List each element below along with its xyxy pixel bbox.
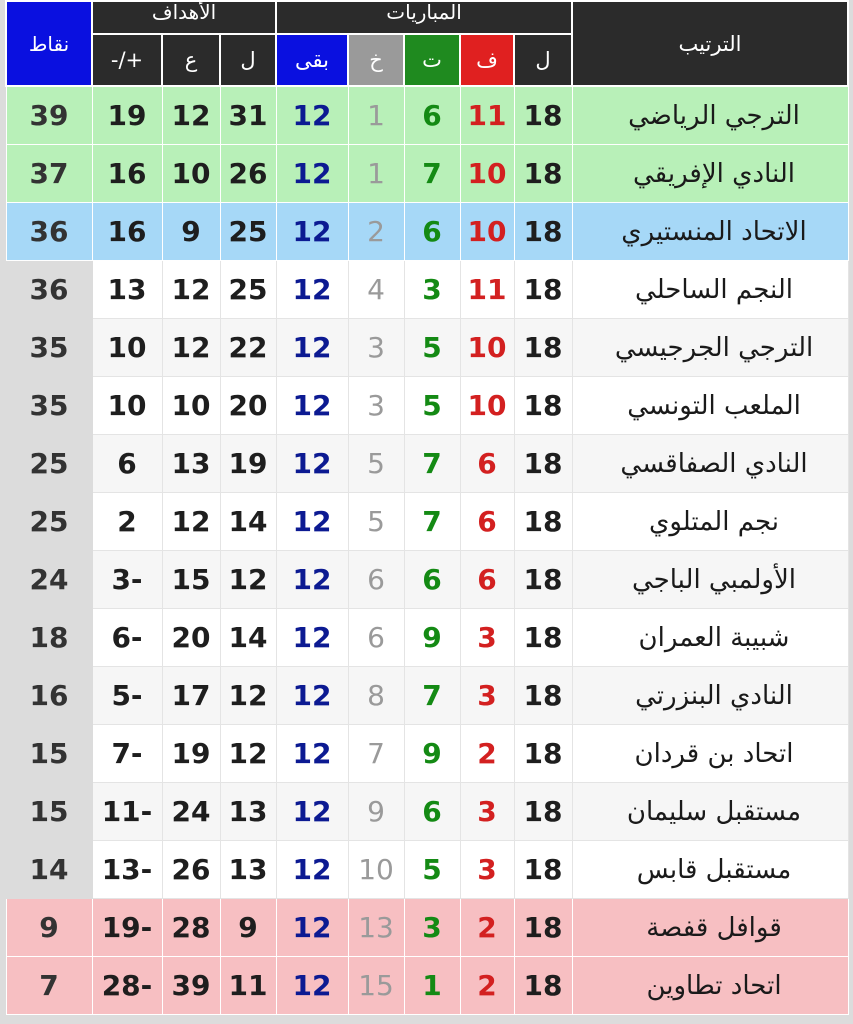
goal-difference-cell: 19 (92, 86, 162, 145)
goals-against-cell: 12 (162, 261, 220, 319)
team-name: الاتحاد المنستيري (572, 203, 848, 261)
goals-against-cell: 12 (162, 86, 220, 145)
lost-cell: 2 (348, 203, 404, 261)
goals-against-cell: 28 (162, 899, 220, 957)
played-cell: 18 (514, 203, 572, 261)
goals-header: الأهداف (92, 1, 276, 34)
drawn-cell: 1 (404, 957, 460, 1015)
drawn-cell: 6 (404, 203, 460, 261)
team-name: الترجي الجرجيسي (572, 319, 848, 377)
goal-difference-cell: 6- (92, 609, 162, 667)
remaining-cell: 12 (276, 783, 348, 841)
remaining-cell: 12 (276, 377, 348, 435)
goals-against-cell: 12 (162, 319, 220, 377)
team-name: نجم المتلوي (572, 493, 848, 551)
won-cell: 10 (460, 145, 514, 203)
team-name: النجم الساحلي (572, 261, 848, 319)
team-name: النادي البنزرتي (572, 667, 848, 725)
points-cell: 36 (6, 261, 92, 319)
remaining-cell: 12 (276, 319, 348, 377)
remaining-cell: 12 (276, 203, 348, 261)
goal-difference-cell: 6 (92, 435, 162, 493)
points-cell: 35 (6, 319, 92, 377)
points-cell: 35 (6, 377, 92, 435)
table-row[interactable] (6, 609, 848, 667)
won-cell: 3 (460, 841, 514, 899)
goals-against-header[interactable]: ع (162, 34, 220, 86)
team-name: اتحاد تطاوين (572, 957, 848, 1015)
table-row[interactable] (6, 667, 848, 725)
drawn-cell: 7 (404, 493, 460, 551)
standings-table (5, 0, 849, 1015)
won-cell: 6 (460, 493, 514, 551)
drawn-cell: 6 (404, 551, 460, 609)
team-name: النادي الإفريقي (572, 145, 848, 203)
goals-for-cell: 13 (220, 783, 276, 841)
points-cell: 25 (6, 493, 92, 551)
drawn-header[interactable]: ت (404, 34, 460, 86)
lost-cell: 8 (348, 667, 404, 725)
table-row[interactable] (6, 725, 848, 783)
won-cell: 3 (460, 667, 514, 725)
goals-for-cell: 26 (220, 145, 276, 203)
matches-header: المباريات (276, 1, 572, 34)
won-header[interactable]: ف (460, 34, 514, 86)
goal-difference-cell: 5- (92, 667, 162, 725)
team-name: الترجي الرياضي (572, 86, 848, 145)
goal-difference-cell: 10 (92, 319, 162, 377)
table-row[interactable] (6, 841, 848, 899)
points-cell: 14 (6, 841, 92, 899)
team-name: مستقبل قابس (572, 841, 848, 899)
played-cell: 18 (514, 841, 572, 899)
lost-cell: 4 (348, 261, 404, 319)
lost-cell: 7 (348, 725, 404, 783)
goals-for-cell: 14 (220, 609, 276, 667)
remaining-cell: 12 (276, 667, 348, 725)
table-row[interactable] (6, 435, 848, 493)
table-row[interactable] (6, 86, 848, 145)
played-cell: 18 (514, 86, 572, 145)
goals-against-cell: 19 (162, 725, 220, 783)
won-cell: 11 (460, 261, 514, 319)
goal-difference-cell: 19- (92, 899, 162, 957)
lost-cell: 1 (348, 145, 404, 203)
drawn-cell: 7 (404, 667, 460, 725)
played-cell: 18 (514, 261, 572, 319)
drawn-cell: 6 (404, 783, 460, 841)
goals-against-cell: 20 (162, 609, 220, 667)
goals-for-cell: 31 (220, 86, 276, 145)
table-row[interactable] (6, 551, 848, 609)
won-cell: 2 (460, 899, 514, 957)
won-cell: 3 (460, 609, 514, 667)
goal-difference-header[interactable]: -/+ (92, 34, 162, 86)
goals-against-cell: 12 (162, 493, 220, 551)
goals-for-cell: 19 (220, 435, 276, 493)
remaining-cell: 12 (276, 493, 348, 551)
team-name: الملعب التونسي (572, 377, 848, 435)
lost-cell: 1 (348, 86, 404, 145)
played-cell: 18 (514, 667, 572, 725)
remaining-cell: 12 (276, 725, 348, 783)
points-cell: 25 (6, 435, 92, 493)
drawn-cell: 6 (404, 86, 460, 145)
goal-difference-cell: 13- (92, 841, 162, 899)
points-cell: 37 (6, 145, 92, 203)
goals-against-cell: 10 (162, 377, 220, 435)
lost-cell: 3 (348, 377, 404, 435)
won-cell: 6 (460, 435, 514, 493)
played-cell: 18 (514, 899, 572, 957)
played-cell: 18 (514, 725, 572, 783)
won-cell: 10 (460, 319, 514, 377)
lost-header[interactable]: خ (348, 34, 404, 86)
points-cell: 16 (6, 667, 92, 725)
drawn-cell: 5 (404, 319, 460, 377)
won-cell: 3 (460, 783, 514, 841)
goals-for-cell: 22 (220, 319, 276, 377)
lost-cell: 15 (348, 957, 404, 1015)
drawn-cell: 9 (404, 725, 460, 783)
won-cell: 6 (460, 551, 514, 609)
goal-difference-cell: 2 (92, 493, 162, 551)
table-row[interactable] (6, 145, 848, 203)
played-cell: 18 (514, 435, 572, 493)
points-cell: 7 (6, 957, 92, 1015)
remaining-cell: 12 (276, 551, 348, 609)
lost-cell: 5 (348, 493, 404, 551)
table-row[interactable] (6, 261, 848, 319)
team-name: شبيبة العمران (572, 609, 848, 667)
won-cell: 2 (460, 725, 514, 783)
points-cell: 39 (6, 86, 92, 145)
goal-difference-cell: 3- (92, 551, 162, 609)
goal-difference-cell: 7- (92, 725, 162, 783)
goals-for-cell: 25 (220, 203, 276, 261)
goals-against-cell: 13 (162, 435, 220, 493)
played-cell: 18 (514, 609, 572, 667)
table-row[interactable] (6, 493, 848, 551)
goals-for-cell: 12 (220, 667, 276, 725)
goals-for-cell: 14 (220, 493, 276, 551)
remaining-cell: 12 (276, 957, 348, 1015)
remaining-cell: 12 (276, 261, 348, 319)
played-cell: 18 (514, 377, 572, 435)
lost-cell: 3 (348, 319, 404, 377)
goal-difference-cell: 13 (92, 261, 162, 319)
team-name: اتحاد بن قردان (572, 725, 848, 783)
points-cell: 18 (6, 609, 92, 667)
lost-cell: 6 (348, 551, 404, 609)
team-name: الأولمبي الباجي (572, 551, 848, 609)
goal-difference-cell: 16 (92, 203, 162, 261)
lost-cell: 13 (348, 899, 404, 957)
team-name: مستقبل سليمان (572, 783, 848, 841)
remaining-cell: 12 (276, 86, 348, 145)
goals-against-cell: 17 (162, 667, 220, 725)
goals-against-cell: 26 (162, 841, 220, 899)
won-cell: 10 (460, 203, 514, 261)
played-cell: 18 (514, 783, 572, 841)
played-cell: 18 (514, 493, 572, 551)
played-cell: 18 (514, 957, 572, 1015)
goals-for-cell: 9 (220, 899, 276, 957)
goals-against-cell: 9 (162, 203, 220, 261)
won-cell: 11 (460, 86, 514, 145)
remaining-cell: 12 (276, 899, 348, 957)
team-name: قوافل قفصة (572, 899, 848, 957)
standings-body (6, 86, 848, 1015)
points-cell: 36 (6, 203, 92, 261)
drawn-cell: 7 (404, 435, 460, 493)
lost-cell: 5 (348, 435, 404, 493)
team-name: النادي الصفاقسي (572, 435, 848, 493)
goal-difference-cell: 11- (92, 783, 162, 841)
lost-cell: 10 (348, 841, 404, 899)
table-row[interactable] (6, 203, 848, 261)
goal-difference-cell: 16 (92, 145, 162, 203)
points-cell: 15 (6, 783, 92, 841)
goals-for-cell: 25 (220, 261, 276, 319)
won-cell: 10 (460, 377, 514, 435)
remaining-cell: 12 (276, 435, 348, 493)
lost-cell: 9 (348, 783, 404, 841)
table-row[interactable] (6, 899, 848, 957)
goal-difference-cell: 28- (92, 957, 162, 1015)
drawn-cell: 9 (404, 609, 460, 667)
drawn-cell: 7 (404, 145, 460, 203)
goals-for-header[interactable]: ل (220, 34, 276, 86)
goals-against-cell: 39 (162, 957, 220, 1015)
played-cell: 18 (514, 551, 572, 609)
played-cell: 18 (514, 319, 572, 377)
drawn-cell: 3 (404, 261, 460, 319)
goals-for-cell: 11 (220, 957, 276, 1015)
drawn-cell: 3 (404, 899, 460, 957)
goals-against-cell: 15 (162, 551, 220, 609)
goals-for-cell: 20 (220, 377, 276, 435)
table-row[interactable] (6, 783, 848, 841)
table-row[interactable] (6, 319, 848, 377)
remaining-header[interactable]: بقى (276, 34, 348, 86)
remaining-cell: 12 (276, 609, 348, 667)
goals-against-cell: 24 (162, 783, 220, 841)
goals-for-cell: 13 (220, 841, 276, 899)
played-header[interactable]: ل (514, 34, 572, 86)
lost-cell: 6 (348, 609, 404, 667)
goals-for-cell: 12 (220, 725, 276, 783)
goals-against-cell: 10 (162, 145, 220, 203)
goal-difference-cell: 10 (92, 377, 162, 435)
drawn-cell: 5 (404, 841, 460, 899)
played-cell: 18 (514, 145, 572, 203)
won-cell: 2 (460, 957, 514, 1015)
goals-for-cell: 12 (220, 551, 276, 609)
points-header[interactable]: نقاط (6, 1, 92, 86)
ranking-header[interactable]: الترتيب (572, 1, 848, 86)
points-cell: 24 (6, 551, 92, 609)
drawn-cell: 5 (404, 377, 460, 435)
remaining-cell: 12 (276, 145, 348, 203)
points-cell: 9 (6, 899, 92, 957)
points-cell: 15 (6, 725, 92, 783)
table-row[interactable] (6, 377, 848, 435)
table-row[interactable] (6, 957, 848, 1015)
remaining-cell: 12 (276, 841, 348, 899)
